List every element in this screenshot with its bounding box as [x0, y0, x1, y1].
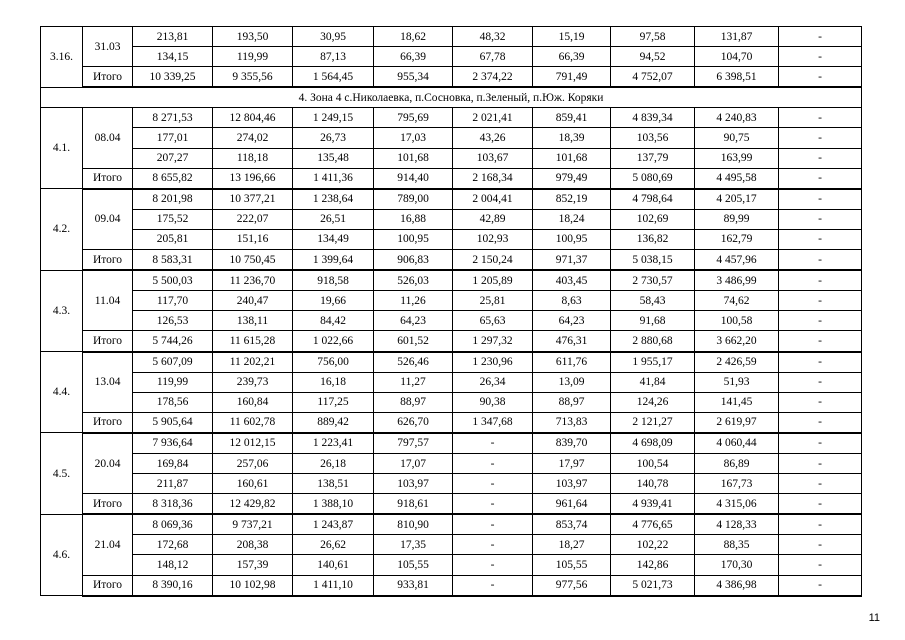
value-cell: 105,55 [374, 555, 453, 575]
value-cell: 795,69 [374, 108, 453, 128]
value-cell: 169,84 [133, 453, 213, 473]
total-label: Итого [83, 67, 133, 88]
value-cell: 142,86 [611, 555, 695, 575]
value-cell: 167,73 [695, 474, 779, 494]
value-cell: 2 426,59 [695, 352, 779, 373]
data-table [40, 26, 862, 597]
total-row [41, 412, 862, 433]
row-number: 4.4. [41, 352, 83, 433]
value-cell: 141,45 [695, 392, 779, 412]
table-row [41, 433, 862, 454]
value-cell: 15,19 [533, 27, 611, 47]
date-cell: 11.04 [83, 270, 133, 331]
value-cell: 100,54 [611, 453, 695, 473]
value-cell: 170,30 [695, 555, 779, 575]
value-cell: 11,27 [374, 372, 453, 392]
value-cell: 19,66 [293, 291, 374, 311]
value-cell: 101,68 [374, 148, 453, 168]
value-cell: 90,38 [453, 392, 533, 412]
value-cell: 7 936,64 [133, 433, 213, 454]
total-cell: 10 750,45 [213, 250, 293, 271]
total-cell: 906,83 [374, 250, 453, 271]
table-row [41, 535, 862, 555]
value-cell: 51,93 [695, 372, 779, 392]
value-cell: 853,74 [533, 514, 611, 535]
value-cell: - [453, 514, 533, 535]
value-cell: 87,13 [293, 47, 374, 67]
table-row [41, 555, 862, 575]
date-cell: 13.04 [83, 352, 133, 413]
total-cell: 2 880,68 [611, 331, 695, 352]
value-cell: 918,58 [293, 270, 374, 291]
total-cell: 979,49 [533, 168, 611, 189]
value-cell: 208,38 [213, 535, 293, 555]
total-cell: 476,31 [533, 331, 611, 352]
value-cell: 8 069,36 [133, 514, 213, 535]
value-cell: 117,25 [293, 392, 374, 412]
table-row [41, 229, 862, 249]
value-cell: 58,43 [611, 291, 695, 311]
total-cell: 1 411,36 [293, 168, 374, 189]
value-cell: 134,15 [133, 47, 213, 67]
value-cell: 3 486,99 [695, 270, 779, 291]
value-cell: 119,99 [133, 372, 213, 392]
total-cell: 1 399,64 [293, 250, 374, 271]
date-cell: 09.04 [83, 189, 133, 250]
value-cell: 859,41 [533, 108, 611, 128]
value-cell: 852,19 [533, 189, 611, 210]
total-cell: 11 615,28 [213, 331, 293, 352]
value-cell: 213,81 [133, 27, 213, 47]
date-cell: 20.04 [83, 433, 133, 494]
value-cell: 162,79 [695, 229, 779, 249]
value-cell: 222,07 [213, 209, 293, 229]
value-cell: 135,48 [293, 148, 374, 168]
value-cell: 239,73 [213, 372, 293, 392]
value-cell: 100,58 [695, 311, 779, 331]
value-cell: 151,16 [213, 229, 293, 249]
total-cell: - [779, 494, 862, 515]
value-cell: 101,68 [533, 148, 611, 168]
value-cell: - [453, 555, 533, 575]
table-row [41, 311, 862, 331]
value-cell: 131,87 [695, 27, 779, 47]
value-cell: 118,18 [213, 148, 293, 168]
total-cell: - [453, 494, 533, 515]
total-cell: 10 339,25 [133, 67, 213, 88]
value-cell: 30,95 [293, 27, 374, 47]
total-cell: 1 297,32 [453, 331, 533, 352]
value-cell: 789,00 [374, 189, 453, 210]
value-cell: - [453, 453, 533, 473]
total-label: Итого [83, 331, 133, 352]
total-cell: - [779, 331, 862, 352]
value-cell: 172,68 [133, 535, 213, 555]
value-cell: 136,82 [611, 229, 695, 249]
value-cell: - [779, 229, 862, 249]
total-cell: 5 021,73 [611, 575, 695, 596]
total-cell: 713,83 [533, 412, 611, 433]
total-cell: 4 939,41 [611, 494, 695, 515]
value-cell: 65,63 [453, 311, 533, 331]
value-cell: 8 271,53 [133, 108, 213, 128]
total-cell: 6 398,51 [695, 67, 779, 88]
value-cell: 8 201,98 [133, 189, 213, 210]
table-row [41, 108, 862, 128]
value-cell: 16,88 [374, 209, 453, 229]
value-cell: 26,34 [453, 372, 533, 392]
total-cell: 8 583,31 [133, 250, 213, 271]
value-cell: 86,89 [695, 453, 779, 473]
value-cell: 94,52 [611, 47, 695, 67]
value-cell: 1 205,89 [453, 270, 533, 291]
value-cell: 100,95 [374, 229, 453, 249]
total-cell: 2 168,34 [453, 168, 533, 189]
value-cell: 1 230,96 [453, 352, 533, 373]
value-cell: 138,11 [213, 311, 293, 331]
value-cell: 17,03 [374, 128, 453, 148]
value-cell: 160,61 [213, 474, 293, 494]
value-cell: 157,39 [213, 555, 293, 575]
value-cell: - [779, 535, 862, 555]
value-cell: 193,50 [213, 27, 293, 47]
value-cell: 4 060,44 [695, 433, 779, 454]
date-cell: 08.04 [83, 108, 133, 168]
total-cell: 12 429,82 [213, 494, 293, 515]
value-cell: 175,52 [133, 209, 213, 229]
total-row [41, 250, 862, 271]
value-cell: 84,42 [293, 311, 374, 331]
value-cell: 205,81 [133, 229, 213, 249]
total-cell: 4 457,96 [695, 250, 779, 271]
total-row [41, 331, 862, 352]
value-cell: 138,51 [293, 474, 374, 494]
value-cell: 18,39 [533, 128, 611, 148]
table-row [41, 453, 862, 473]
value-cell: - [779, 392, 862, 412]
total-cell: 961,64 [533, 494, 611, 515]
value-cell: - [779, 291, 862, 311]
value-cell: 4 240,83 [695, 108, 779, 128]
value-cell: 66,39 [533, 47, 611, 67]
total-cell: 5 744,26 [133, 331, 213, 352]
value-cell: 160,84 [213, 392, 293, 412]
value-cell: 18,27 [533, 535, 611, 555]
value-cell: 4 205,17 [695, 189, 779, 210]
table-row [41, 270, 862, 291]
table-row [41, 47, 862, 67]
value-cell: 12 804,46 [213, 108, 293, 128]
value-cell: - [779, 352, 862, 373]
value-cell: 140,61 [293, 555, 374, 575]
total-cell: 5 080,69 [611, 168, 695, 189]
value-cell: 403,45 [533, 270, 611, 291]
value-cell: 5 607,09 [133, 352, 213, 373]
total-cell: - [779, 412, 862, 433]
value-cell: 1 243,87 [293, 514, 374, 535]
value-cell: 17,35 [374, 535, 453, 555]
zone-title: 4. Зона 4 с.Николаевка, п.Сосновка, п.Зеленый, п.Юж. Коряки [41, 87, 862, 108]
value-cell: 13,09 [533, 372, 611, 392]
value-cell: - [779, 148, 862, 168]
row-number: 4.1. [41, 108, 83, 189]
value-cell: 67,78 [453, 47, 533, 67]
total-cell: 4 386,98 [695, 575, 779, 596]
total-cell: 791,49 [533, 67, 611, 88]
value-cell: 104,70 [695, 47, 779, 67]
value-cell: 89,99 [695, 209, 779, 229]
value-cell: 105,55 [533, 555, 611, 575]
value-cell: 26,18 [293, 453, 374, 473]
total-cell: 2 150,24 [453, 250, 533, 271]
value-cell: 26,62 [293, 535, 374, 555]
value-cell: 8,63 [533, 291, 611, 311]
table-row [41, 514, 862, 535]
value-cell: 11 202,21 [213, 352, 293, 373]
table-row [41, 209, 862, 229]
total-cell: - [779, 575, 862, 596]
row-number: 4.2. [41, 189, 83, 270]
value-cell: 4 839,34 [611, 108, 695, 128]
value-cell: 42,89 [453, 209, 533, 229]
total-cell: 889,42 [293, 412, 374, 433]
total-label: Итого [83, 412, 133, 433]
page-number: 11 [868, 612, 880, 624]
value-cell: 11,26 [374, 291, 453, 311]
total-cell: 1 022,66 [293, 331, 374, 352]
value-cell: - [779, 555, 862, 575]
total-cell: 626,70 [374, 412, 453, 433]
value-cell: 12 012,15 [213, 433, 293, 454]
value-cell: 1 955,17 [611, 352, 695, 373]
value-cell: 64,23 [374, 311, 453, 331]
value-cell: 25,81 [453, 291, 533, 311]
table-row [41, 352, 862, 373]
value-cell: 611,76 [533, 352, 611, 373]
value-cell: 48,32 [453, 27, 533, 47]
total-cell: 1 411,10 [293, 575, 374, 596]
total-cell: 5 038,15 [611, 250, 695, 271]
value-cell: - [779, 372, 862, 392]
value-cell: 119,99 [213, 47, 293, 67]
row-number: 4.3. [41, 270, 83, 351]
value-cell: 2 021,41 [453, 108, 533, 128]
total-cell: 2 121,27 [611, 412, 695, 433]
value-cell: - [779, 189, 862, 210]
value-cell: 274,02 [213, 128, 293, 148]
total-row [41, 168, 862, 189]
value-cell: 240,47 [213, 291, 293, 311]
value-cell: - [779, 108, 862, 128]
value-cell: 103,97 [533, 474, 611, 494]
total-label: Итого [83, 494, 133, 515]
value-cell: 137,79 [611, 148, 695, 168]
total-cell: 5 905,64 [133, 412, 213, 433]
total-row [41, 67, 862, 88]
value-cell: - [779, 311, 862, 331]
total-cell: 1 564,45 [293, 67, 374, 88]
total-cell: 4 752,07 [611, 67, 695, 88]
value-cell: 26,51 [293, 209, 374, 229]
total-cell: 955,34 [374, 67, 453, 88]
value-cell: 102,93 [453, 229, 533, 249]
total-cell: 4 495,58 [695, 168, 779, 189]
value-cell: - [779, 209, 862, 229]
value-cell: 124,26 [611, 392, 695, 412]
total-cell: 971,37 [533, 250, 611, 271]
value-cell: 207,27 [133, 148, 213, 168]
value-cell: 103,56 [611, 128, 695, 148]
total-row [41, 494, 862, 515]
value-cell: 797,57 [374, 433, 453, 454]
value-cell: 26,73 [293, 128, 374, 148]
total-cell: 1 388,10 [293, 494, 374, 515]
value-cell: 140,78 [611, 474, 695, 494]
value-cell: 163,99 [695, 148, 779, 168]
value-cell: 17,07 [374, 453, 453, 473]
value-cell: 126,53 [133, 311, 213, 331]
value-cell: 16,18 [293, 372, 374, 392]
total-cell: 2 619,97 [695, 412, 779, 433]
table-row [41, 148, 862, 168]
row-number: 4.6. [41, 514, 83, 595]
value-cell: - [779, 514, 862, 535]
table-row [41, 189, 862, 210]
value-cell: 4 798,64 [611, 189, 695, 210]
total-cell: - [779, 250, 862, 271]
table-row [41, 128, 862, 148]
value-cell: 74,62 [695, 291, 779, 311]
value-cell: 103,67 [453, 148, 533, 168]
value-cell: 1 238,64 [293, 189, 374, 210]
total-label: Итого [83, 168, 133, 189]
value-cell: 41,84 [611, 372, 695, 392]
value-cell: 4 698,09 [611, 433, 695, 454]
value-cell: 257,06 [213, 453, 293, 473]
table-row [41, 372, 862, 392]
value-cell: - [779, 128, 862, 148]
row-number: 3.16. [41, 27, 83, 88]
value-cell: 18,62 [374, 27, 453, 47]
value-cell: 100,95 [533, 229, 611, 249]
value-cell: 2 004,41 [453, 189, 533, 210]
date-cell: 21.04 [83, 514, 133, 575]
total-cell: 13 196,66 [213, 168, 293, 189]
total-cell: 2 374,22 [453, 67, 533, 88]
value-cell: 64,23 [533, 311, 611, 331]
date-cell: 31.03 [83, 27, 133, 67]
value-cell: - [779, 433, 862, 454]
value-cell: 1 223,41 [293, 433, 374, 454]
value-cell: 97,58 [611, 27, 695, 47]
total-cell: 9 355,56 [213, 67, 293, 88]
value-cell: 177,01 [133, 128, 213, 148]
value-cell: 4 776,65 [611, 514, 695, 535]
value-cell: - [453, 474, 533, 494]
value-cell: 134,49 [293, 229, 374, 249]
total-cell: 914,40 [374, 168, 453, 189]
value-cell: 103,97 [374, 474, 453, 494]
total-cell: 1 347,68 [453, 412, 533, 433]
row-number: 4.5. [41, 433, 83, 514]
value-cell: 66,39 [374, 47, 453, 67]
total-cell: 8 655,82 [133, 168, 213, 189]
value-cell: 88,97 [533, 392, 611, 412]
total-label: Итого [83, 575, 133, 596]
zone-header-row [41, 87, 862, 108]
value-cell: - [779, 47, 862, 67]
value-cell: - [779, 270, 862, 291]
table-row [41, 392, 862, 412]
value-cell: 5 500,03 [133, 270, 213, 291]
value-cell: 756,00 [293, 352, 374, 373]
total-cell: 601,52 [374, 331, 453, 352]
total-label: Итого [83, 250, 133, 271]
value-cell: 91,68 [611, 311, 695, 331]
table-row [41, 27, 862, 47]
value-cell: 18,24 [533, 209, 611, 229]
total-cell: - [779, 67, 862, 88]
total-cell: 4 315,06 [695, 494, 779, 515]
value-cell: 88,97 [374, 392, 453, 412]
total-cell: 933,81 [374, 575, 453, 596]
total-cell: 11 602,78 [213, 412, 293, 433]
total-row [41, 575, 862, 596]
total-cell: 3 662,20 [695, 331, 779, 352]
value-cell: 11 236,70 [213, 270, 293, 291]
value-cell: 2 730,57 [611, 270, 695, 291]
table-row [41, 474, 862, 494]
total-cell: - [779, 168, 862, 189]
value-cell: 9 737,21 [213, 514, 293, 535]
value-cell: - [453, 535, 533, 555]
value-cell: - [779, 453, 862, 473]
value-cell: 526,46 [374, 352, 453, 373]
total-cell: 918,61 [374, 494, 453, 515]
value-cell: 810,90 [374, 514, 453, 535]
value-cell: 43,26 [453, 128, 533, 148]
value-cell: 10 377,21 [213, 189, 293, 210]
value-cell: 17,97 [533, 453, 611, 473]
value-cell: 90,75 [695, 128, 779, 148]
value-cell: 102,22 [611, 535, 695, 555]
value-cell: - [453, 433, 533, 454]
value-cell: 4 128,33 [695, 514, 779, 535]
total-cell: 8 390,16 [133, 575, 213, 596]
value-cell: 102,69 [611, 209, 695, 229]
value-cell: 211,87 [133, 474, 213, 494]
value-cell: 117,70 [133, 291, 213, 311]
total-cell: 10 102,98 [213, 575, 293, 596]
value-cell: 526,03 [374, 270, 453, 291]
table-row [41, 291, 862, 311]
value-cell: 148,12 [133, 555, 213, 575]
value-cell: 1 249,15 [293, 108, 374, 128]
total-cell: 8 318,36 [133, 494, 213, 515]
value-cell: 88,35 [695, 535, 779, 555]
value-cell: - [779, 27, 862, 47]
value-cell: - [779, 474, 862, 494]
total-cell: - [453, 575, 533, 596]
value-cell: 839,70 [533, 433, 611, 454]
total-cell: 977,56 [533, 575, 611, 596]
value-cell: 178,56 [133, 392, 213, 412]
